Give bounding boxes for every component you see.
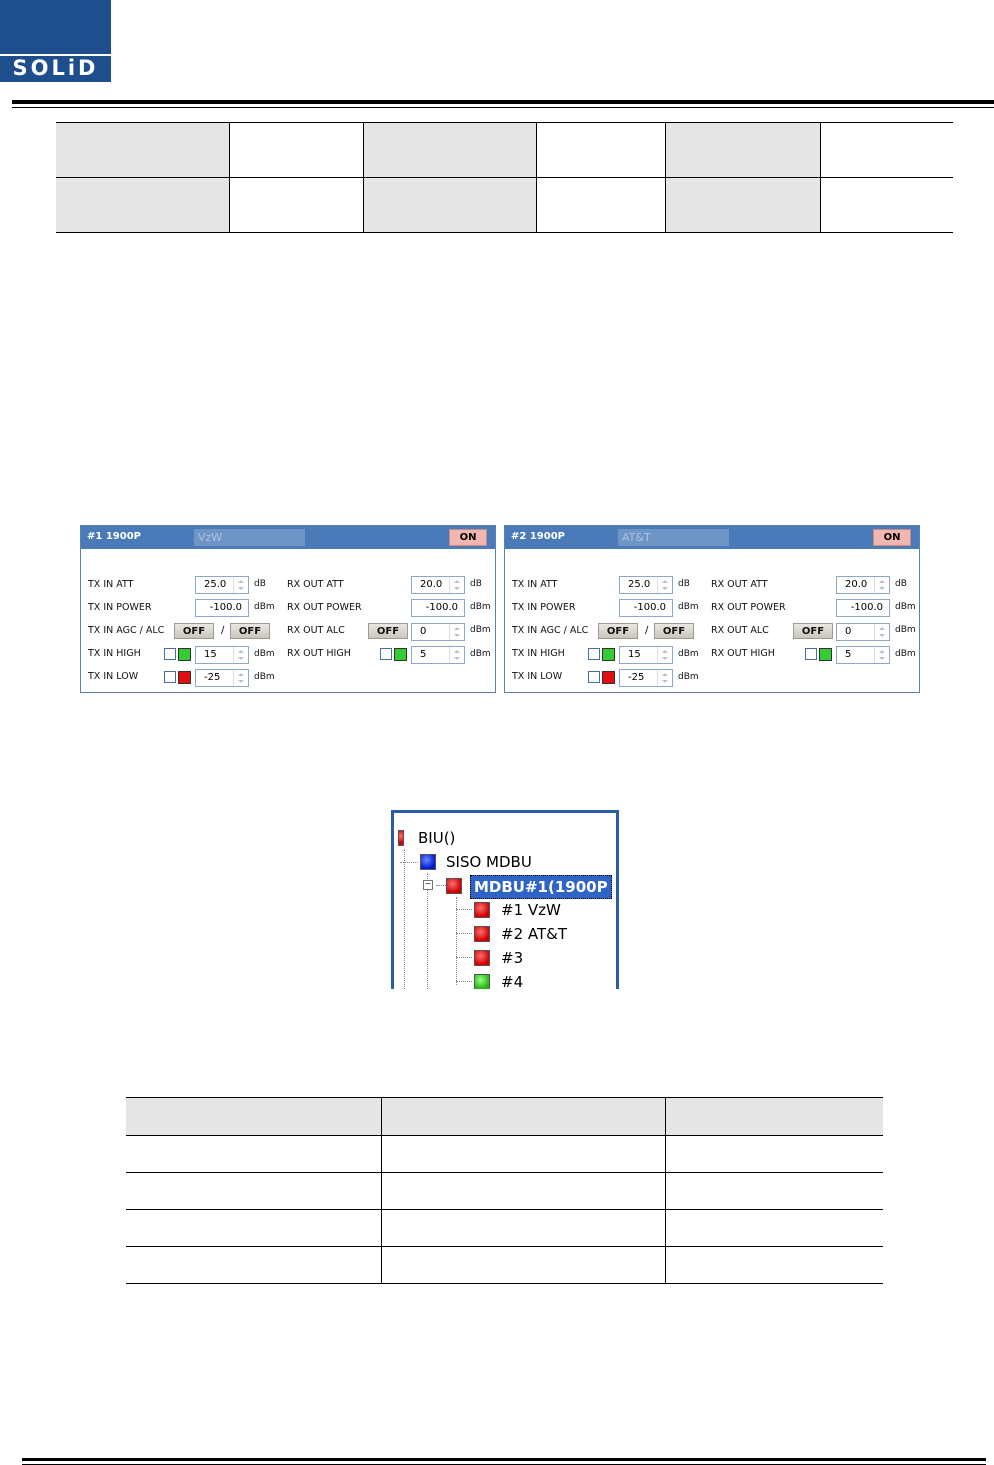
- spinner-value: 5: [845, 649, 852, 660]
- field-value: -100.0: [850, 602, 883, 613]
- tx-in-high-checkbox[interactable]: [588, 648, 600, 660]
- panel-header: [81, 526, 495, 549]
- status-red-icon: [474, 902, 490, 918]
- panel-header: [505, 526, 919, 549]
- tx-in-att-spinner[interactable]: [619, 576, 673, 594]
- tree-guide-line: [456, 933, 472, 934]
- tree-guide-line: [456, 897, 457, 985]
- tx-in-low-label: TX IN LOW: [512, 671, 563, 682]
- tree-guide-line: [456, 909, 472, 910]
- table-row: [126, 1247, 883, 1284]
- table-cell: [666, 1210, 884, 1247]
- table-cell: [666, 1247, 884, 1284]
- header-rule: [12, 100, 994, 104]
- tx-in-power-field: [195, 599, 249, 617]
- table-row: [56, 123, 953, 178]
- tx-in-low-label: TX IN LOW: [88, 671, 139, 682]
- table-cell: [126, 1098, 382, 1136]
- power-on-button[interactable]: ON: [873, 529, 911, 546]
- rx-alc-off-button[interactable]: OFF: [793, 623, 833, 639]
- spinner-arrows-icon[interactable]: [874, 624, 889, 640]
- tx-in-high-checkbox[interactable]: [164, 648, 176, 660]
- panel-title: #1 1900P: [87, 531, 141, 542]
- status-green-icon: [474, 974, 490, 989]
- table-cell: [537, 178, 666, 233]
- spinner-arrows-icon[interactable]: [233, 670, 248, 686]
- status-led-green-icon: [819, 648, 832, 661]
- rx-out-power-label: RX OUT POWER: [711, 602, 786, 613]
- separator: /: [645, 625, 649, 636]
- spinner-arrows-icon[interactable]: [233, 647, 248, 663]
- status-led-green-icon: [178, 648, 191, 661]
- spinner-arrows-icon[interactable]: [449, 624, 464, 640]
- spinner-arrows-icon[interactable]: [874, 647, 889, 663]
- tx-agc-off-button[interactable]: OFF: [174, 623, 214, 639]
- tree-guide-line: [404, 849, 405, 989]
- table-cell: [56, 178, 230, 233]
- rx-out-high-spinner[interactable]: [411, 646, 465, 664]
- unit-label: dBm: [470, 625, 491, 635]
- field-value: -100.0: [633, 602, 666, 613]
- tree-item-label: MDBU#1(1900P: [470, 875, 612, 899]
- spinner-arrows-icon[interactable]: [657, 670, 672, 686]
- tree-item-label: #3: [501, 949, 524, 967]
- table-row: [126, 1136, 883, 1173]
- tree-guide-line: [456, 981, 472, 982]
- table-cell: [56, 123, 230, 178]
- bottom-table: [126, 1097, 883, 1284]
- rx-out-att-label: RX OUT ATT: [287, 579, 344, 590]
- tx-in-low-checkbox[interactable]: [588, 671, 600, 683]
- tree-item-label: #4: [501, 973, 524, 989]
- status-led-red-icon: [602, 671, 615, 684]
- tx-in-high-label: TX IN HIGH: [88, 648, 141, 659]
- tx-alc-off-button[interactable]: OFF: [654, 623, 694, 639]
- table-cell: [126, 1210, 382, 1247]
- tree-item-label: #1 VzW: [501, 901, 561, 919]
- tree-guide-line: [400, 862, 418, 863]
- spinner-arrows-icon[interactable]: [449, 647, 464, 663]
- spinner-value: 15: [628, 649, 641, 660]
- rx-out-high-label: RX OUT HIGH: [287, 648, 351, 659]
- spinner-arrows-icon[interactable]: [657, 577, 672, 593]
- header-rule-thin: [12, 107, 994, 108]
- spinner-arrows-icon[interactable]: [449, 577, 464, 593]
- table-cell: [382, 1136, 666, 1173]
- panel-title: #2 1900P: [511, 531, 565, 542]
- tx-in-power-label: TX IN POWER: [512, 602, 576, 613]
- rx-out-high-label: RX OUT HIGH: [711, 648, 775, 659]
- unit-label: dB: [895, 579, 907, 589]
- tx-in-low-checkbox[interactable]: [164, 671, 176, 683]
- table-cell: [364, 178, 537, 233]
- spinner-value: 5: [420, 649, 427, 660]
- unit-label: dB: [470, 579, 482, 589]
- table-cell: [537, 123, 666, 178]
- spinner-value: -25: [204, 672, 221, 683]
- status-red-icon: [474, 926, 490, 942]
- spinner-arrows-icon[interactable]: [233, 577, 248, 593]
- spinner-value: 20.0: [420, 579, 443, 590]
- tx-in-high-spinner[interactable]: [619, 646, 673, 664]
- table-cell: [230, 178, 364, 233]
- table-cell: [126, 1136, 382, 1173]
- tx-in-att-label: TX IN ATT: [512, 579, 558, 590]
- rx-out-alc-spinner[interactable]: [411, 623, 465, 641]
- unit-label: dBm: [895, 602, 916, 612]
- rx-out-att-spinner[interactable]: [411, 576, 465, 594]
- tx-in-high-label: TX IN HIGH: [512, 648, 565, 659]
- table-row: [126, 1173, 883, 1210]
- tree-guide-line: [436, 885, 446, 886]
- tx-in-att-label: TX IN ATT: [88, 579, 134, 590]
- status-led-green-icon: [602, 648, 615, 661]
- status-led-green-icon: [394, 648, 407, 661]
- unit-label: dBm: [254, 602, 275, 612]
- status-red-icon: [398, 830, 404, 846]
- table-cell: [364, 123, 537, 178]
- table-cell: [382, 1247, 666, 1284]
- tx-in-att-spinner[interactable]: [195, 576, 249, 594]
- spinner-value: 0: [420, 626, 427, 637]
- status-led-red-icon: [178, 671, 191, 684]
- tree-item-label: #2 AT&T: [501, 925, 567, 943]
- rx-out-att-spinner[interactable]: [836, 576, 890, 594]
- spinner-arrows-icon[interactable]: [657, 647, 672, 663]
- rx-out-power-label: RX OUT POWER: [287, 602, 362, 613]
- tx-in-power-field: [619, 599, 673, 617]
- field-value: -100.0: [209, 602, 242, 613]
- collapse-minus-icon[interactable]: −: [423, 880, 433, 890]
- table-row: [56, 178, 953, 233]
- table-cell: [666, 1173, 884, 1210]
- rx-out-power-field: [411, 599, 465, 617]
- logo-text: SOLiD: [0, 56, 111, 80]
- rx-out-alc-label: RX OUT ALC: [287, 625, 345, 636]
- unit-label: dBm: [678, 649, 699, 659]
- unit-label: dBm: [470, 602, 491, 612]
- rx-out-high-spinner[interactable]: [836, 646, 890, 664]
- spinner-value: 0: [845, 626, 852, 637]
- tree-item-label: SISO MDBU: [446, 853, 532, 871]
- table-cell: [666, 1136, 884, 1173]
- unit-label: dBm: [895, 625, 916, 635]
- table-cell: [666, 1098, 884, 1136]
- spinner-value: 25.0: [204, 579, 227, 590]
- table-cell: [666, 178, 821, 233]
- table-cell: [126, 1247, 382, 1284]
- rx-out-high-checkbox[interactable]: [380, 648, 392, 660]
- status-blue-icon: [420, 854, 436, 870]
- table-cell: [821, 123, 954, 178]
- tree-item-label: BIU(): [418, 829, 456, 847]
- table-cell: [382, 1173, 666, 1210]
- rx-out-power-field: [836, 599, 890, 617]
- operator-name-field[interactable]: VzW: [194, 529, 305, 546]
- rx-out-alc-spinner[interactable]: [836, 623, 890, 641]
- table-row: [126, 1210, 883, 1247]
- table-cell: [821, 178, 954, 233]
- tree-guide-line: [456, 957, 472, 958]
- tx-in-agc-alc-label: TX IN AGC / ALC: [512, 625, 589, 636]
- spinner-arrows-icon[interactable]: [874, 577, 889, 593]
- tx-agc-off-button[interactable]: OFF: [598, 623, 638, 639]
- tx-in-low-spinner[interactable]: [195, 669, 249, 687]
- solid-logo: [0, 0, 111, 82]
- operator-name-field[interactable]: AT&T: [618, 529, 729, 546]
- unit-label: dBm: [895, 649, 916, 659]
- unit-label: dBm: [678, 602, 699, 612]
- band-panel-2: [504, 525, 920, 693]
- field-value: -100.0: [425, 602, 458, 613]
- spinner-value: 15: [204, 649, 217, 660]
- spinner-value: -25: [628, 672, 645, 683]
- table-header-row: [126, 1098, 883, 1136]
- tree-guide-line: [427, 873, 428, 989]
- rx-out-alc-label: RX OUT ALC: [711, 625, 769, 636]
- power-on-button[interactable]: ON: [449, 529, 487, 546]
- spinner-value: 25.0: [628, 579, 651, 590]
- band-panel-1: [80, 525, 496, 693]
- table-cell: [666, 123, 821, 178]
- rx-alc-off-button[interactable]: OFF: [368, 623, 408, 639]
- table-cell: [382, 1098, 666, 1136]
- status-red-icon: [446, 878, 462, 894]
- tx-in-agc-alc-label: TX IN AGC / ALC: [88, 625, 165, 636]
- tx-alc-off-button[interactable]: OFF: [230, 623, 270, 639]
- device-tree: [391, 810, 619, 989]
- tx-in-high-spinner[interactable]: [195, 646, 249, 664]
- unit-label: dBm: [470, 649, 491, 659]
- table-cell: [230, 123, 364, 178]
- footer-rule: [22, 1458, 986, 1461]
- tx-in-power-label: TX IN POWER: [88, 602, 152, 613]
- spinner-value: 20.0: [845, 579, 868, 590]
- unit-label: dBm: [254, 672, 275, 682]
- unit-label: dBm: [678, 672, 699, 682]
- separator: /: [221, 625, 225, 636]
- table-cell: [382, 1210, 666, 1247]
- unit-label: dB: [254, 579, 266, 589]
- unit-label: dBm: [254, 649, 275, 659]
- top-table: [56, 122, 953, 233]
- rx-out-high-checkbox[interactable]: [805, 648, 817, 660]
- unit-label: dB: [678, 579, 690, 589]
- status-red-icon: [474, 950, 490, 966]
- tx-in-low-spinner[interactable]: [619, 669, 673, 687]
- rx-out-att-label: RX OUT ATT: [711, 579, 768, 590]
- table-cell: [126, 1173, 382, 1210]
